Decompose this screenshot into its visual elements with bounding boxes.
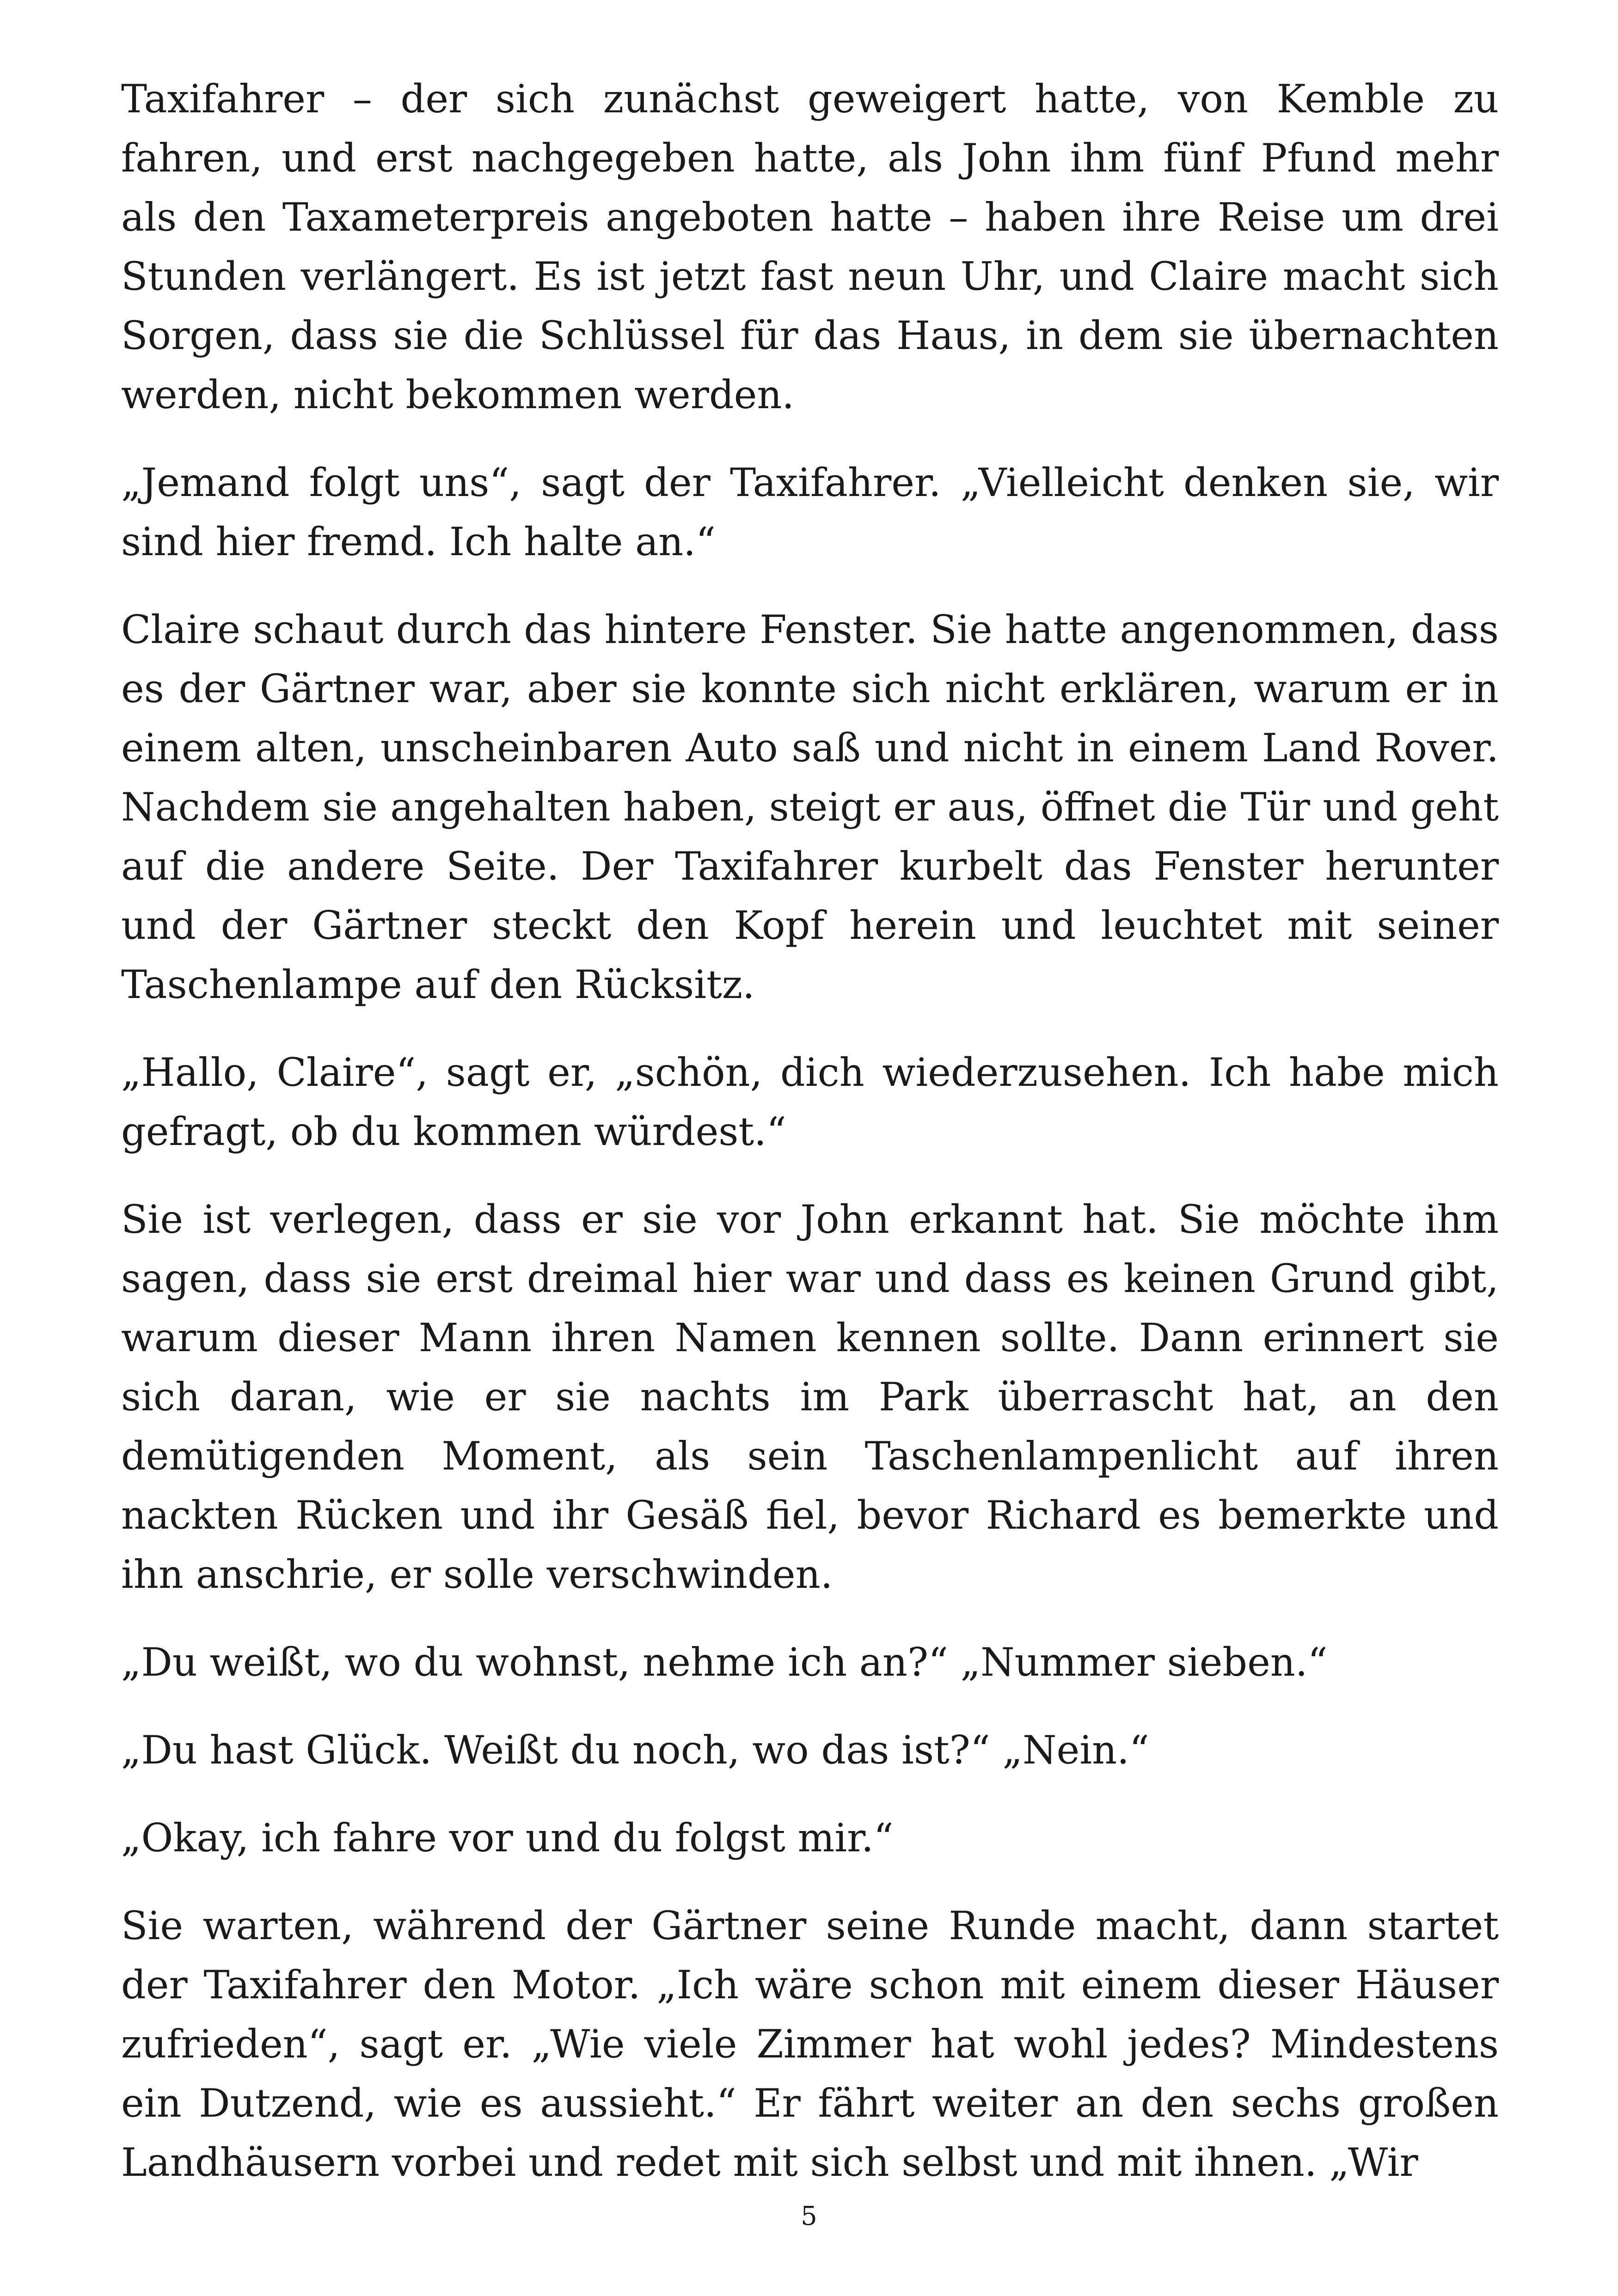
page-number: 5 bbox=[801, 2201, 817, 2231]
paragraph: Sie warten, während der Gärtner seine Runde macht, dann startet der Taxifahrer den Motor. „Ich wäre schon mit einem dieser Häuser zufrieden“, sagt er. „Wie viele Zimmer hat wohl jedes? Mindestens ein Dutzend, wie es aussieht.“ Er fährt weiter an den sechs großen Landhäusern vorbei und redet mit sich selbst und mit ihnen. „Wir bbox=[121, 1903, 1499, 2185]
paragraph: „Jemand folgt uns“, sagt der Taxifahrer. „Vielleicht denken sie, wir sind hier fremd. Ich halte an.“ bbox=[121, 460, 1499, 564]
paragraph: Claire schaut durch das hintere Fenster. Sie hatte angenommen, dass es der Gärtner war, aber sie konnte sich nicht erklären, warum er in einem alten, unscheinbaren Auto saß und nicht in einem Land Rover. Nachdem sie angehalten haben, steigt er aus, öffnet die Tür und geht auf die andere Seite. Der Taxifahrer kurbelt das Fenster herunter und der Gärtner steckt den Kopf herein und leuchtet mit seiner Taschenlampe auf den Rücksitz. bbox=[121, 607, 1499, 1007]
paragraph: „Hallo, Claire“, sagt er, „schön, dich wiederzusehen. Ich habe mich gefragt, ob du kommen würdest.“ bbox=[121, 1050, 1499, 1154]
paragraph: Taxifahrer – der sich zunächst geweigert hatte, von Kemble zu fahren, und erst nachgegeben hatte, als John ihm fünf Pfund mehr als den Taxameterpreis angeboten hatte – haben ihre Reise um drei Stunden verlängert. Es ist jetzt fast neun Uhr, und Claire macht sich Sorgen, dass sie die Schlüssel für das Haus, in dem sie übernachten werden, nicht bekommen werden. bbox=[121, 76, 1499, 417]
body-text bbox=[121, 69, 1499, 2192]
paragraph: „Okay, ich fahre vor und du folgst mir.“ bbox=[121, 1815, 894, 1861]
paragraph: „Du weißt, wo du wohnst, nehme ich an?“ „Nummer sieben.“ bbox=[121, 1640, 1328, 1685]
paragraph: Sie ist verlegen, dass er sie vor John erkannt hat. Sie möchte ihm sagen, dass sie erst dreimal hier war und dass es keinen Grund gibt, warum dieser Mann ihren Namen kennen sollte. Dann erinnert sie sich daran, wie er sie nachts im Park überrascht hat, an den demütigenden Moment, als sein Taschenlampenlicht auf ihren nackten Rücken und ihr Gesäß fiel, bevor Richard es bemerkte und ihn anschrie, er solle verschwinden. bbox=[121, 1197, 1499, 1597]
paragraph: „Du hast Glück. Weißt du noch, wo das ist?“ „Nein.“ bbox=[121, 1727, 1149, 1773]
